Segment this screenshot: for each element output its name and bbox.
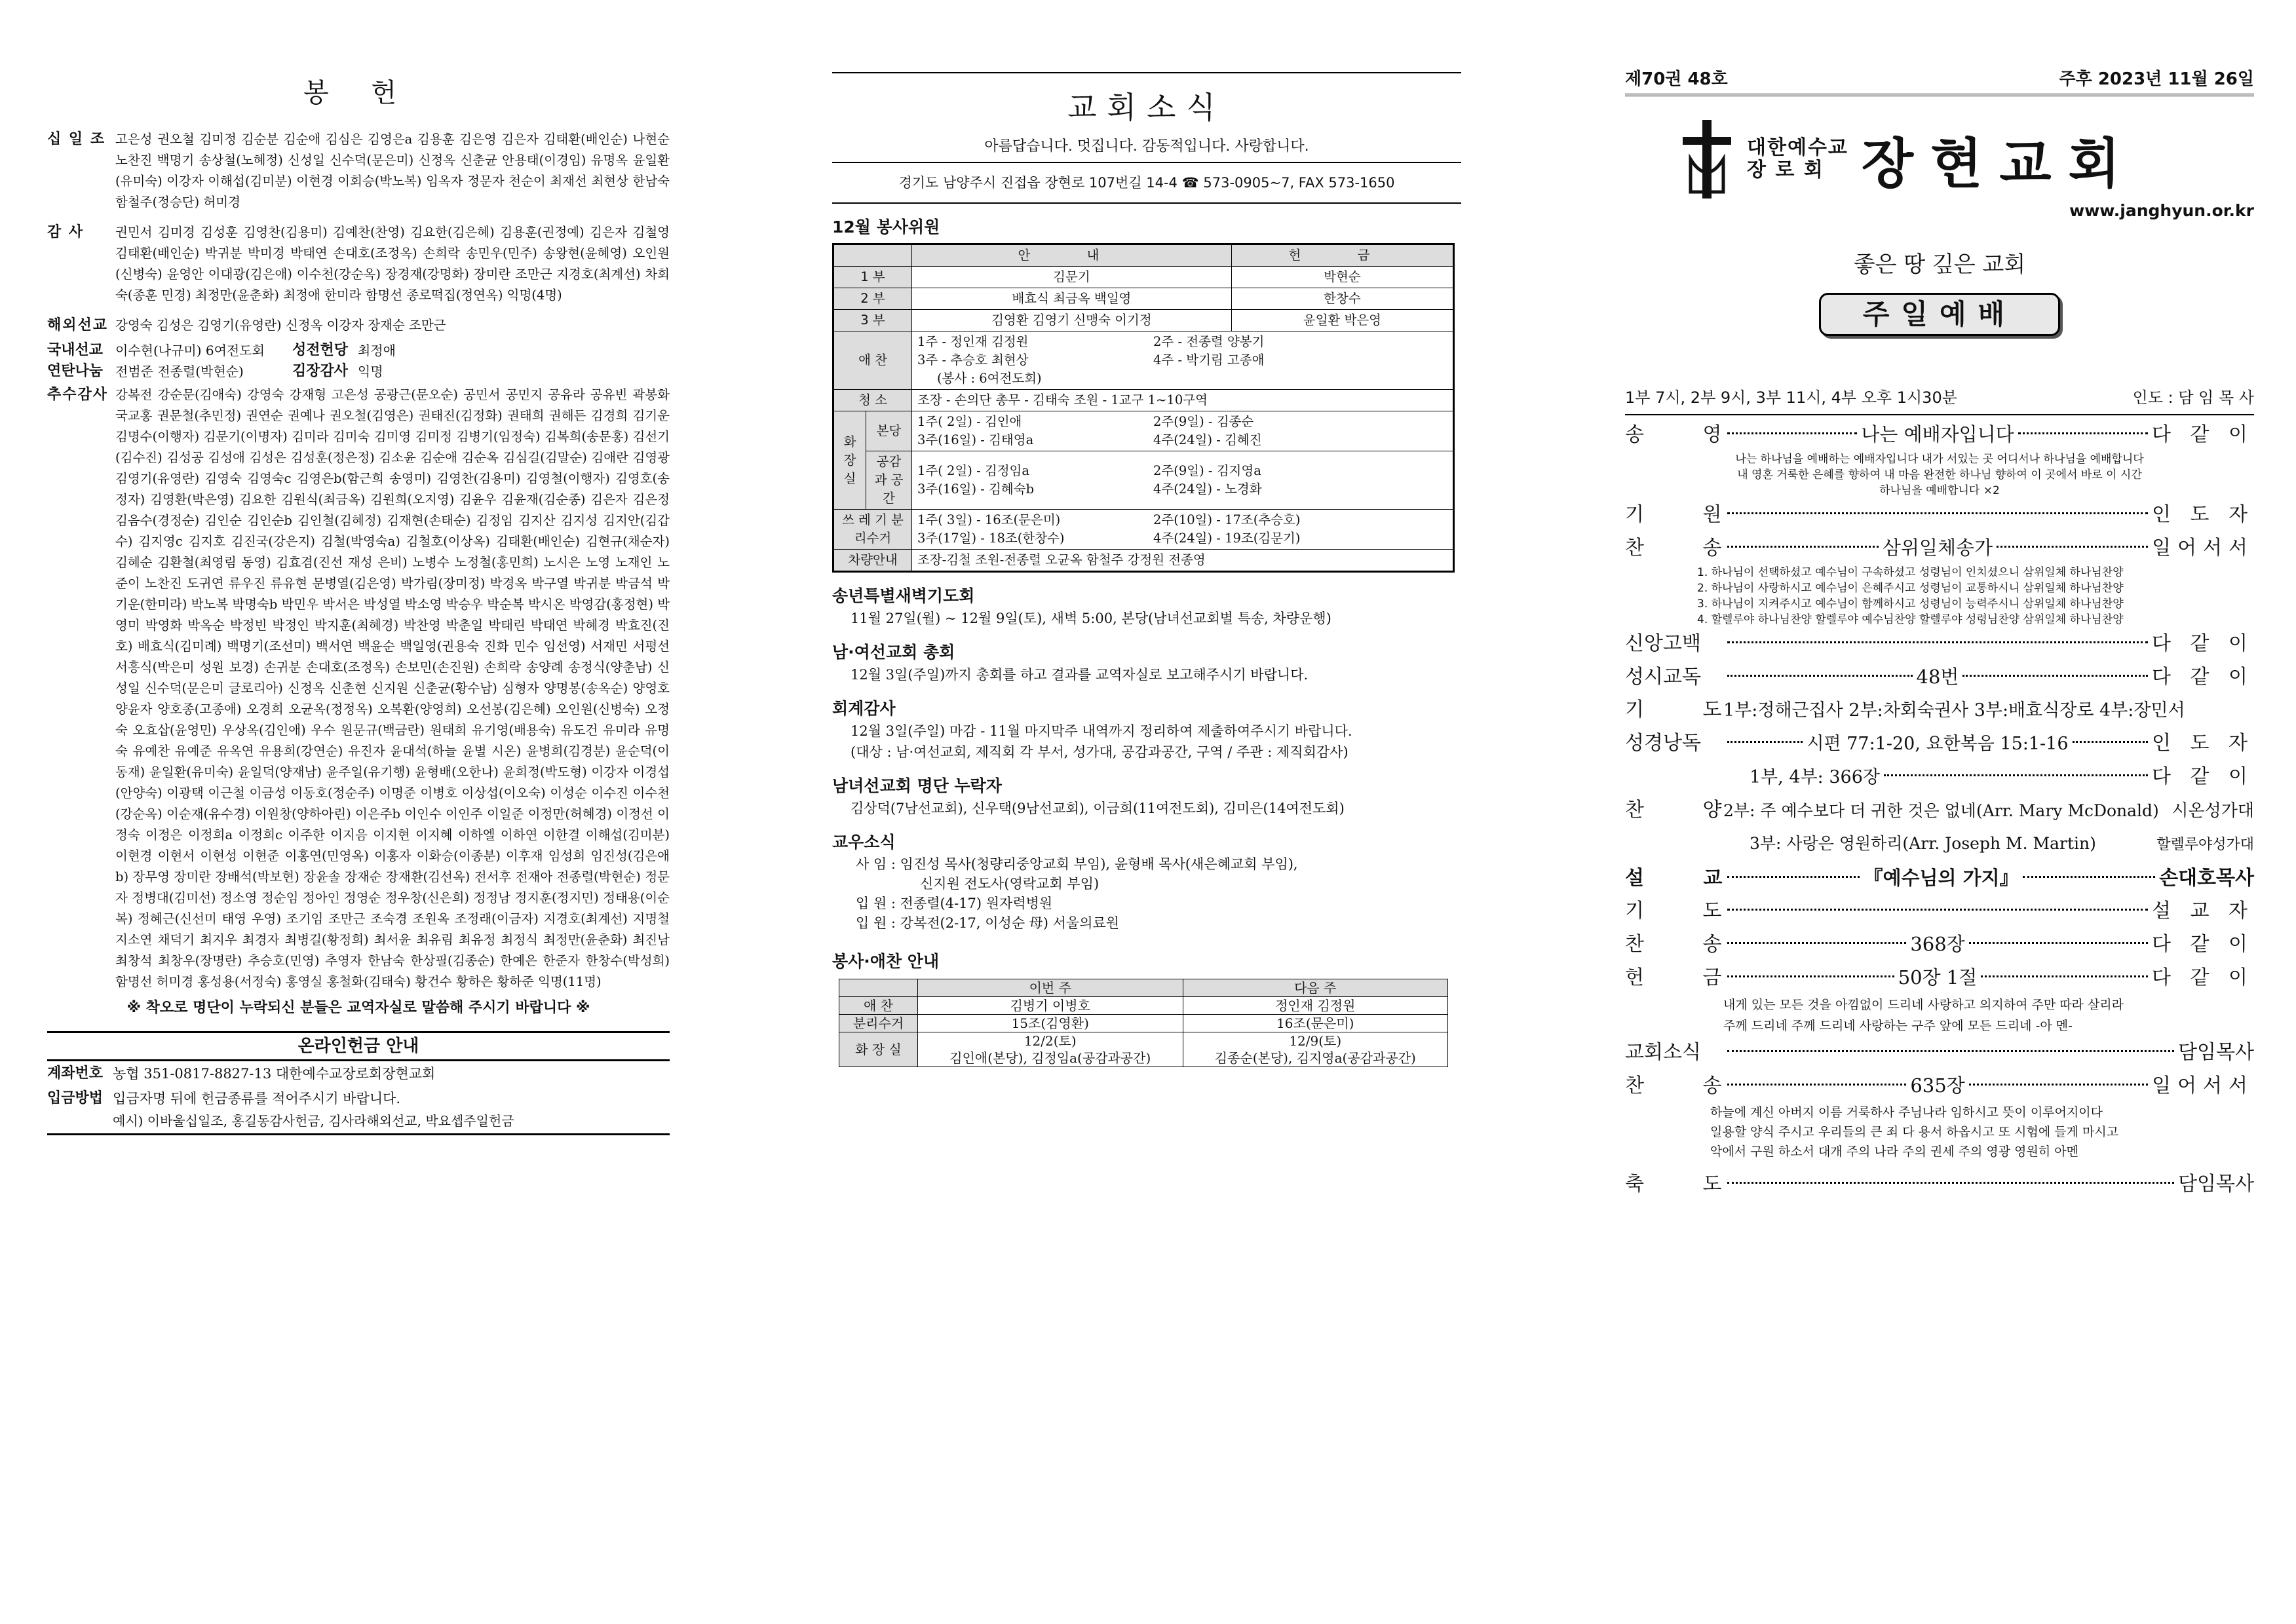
church-address: 경기도 남양주시 진접읍 장현로 107번길 14-4 ☎ 573-0905~7, FAX 573-1650 [832,163,1461,204]
trinity-lyrics: 1. 하나님이 선택하셨고 예수님이 구속하셨고 성령님이 인치셨으니 삼위일체 하나님찬양 2. 하나님이 사랑하시고 예수님이 은혜주시고 성령님이 교통하시니 삼위일체 하나님찬양 3. 하나님이 지켜주시고 예수님이 함께하시고 성령님이 능력주시니 삼위일체 하나님찬양 4. 할렐루야 하나님찬양 할렐루야 예수님찬양 할렐루야 성령님찬양 삼위일체 하나님찬양 [1697,566,2124,626]
order-item: 헌 금 50장 1절 다 같 이 [1625,966,2254,989]
table-row: 청 소 조장 - 손의단 총무 - 김태숙 조원 - 1교구 1~10구역 [833,390,1454,411]
bulletin-header [1625,66,2254,96]
tithe-row [47,129,670,213]
tithe-label: 십 일 조 [47,131,106,147]
church-name: 장현교회 [1861,132,2137,195]
next-service-table [839,979,1448,1067]
order-item: 성시교독 48번 다 같 이 [1625,666,2254,689]
audit-title: 회계감사 [832,699,896,718]
member-news-title: 교우소식 [832,833,896,852]
table-row: 화 장 실 12/2(토) 김인애(본당), 김정임a(공감과공간) 12/9(토) 김종순(본당), 김지영a(공감과공간) [839,1032,1448,1067]
order-item-sermon: 설 교 『예수님의 가지』 손대호목사 [1625,867,2254,890]
table-row: 공감과 공간 1주( 2일) - 김정임a 2주(9일) - 김지영a 3주(16일) - 김혜숙b 4주(24일) - 노경화 [833,451,1454,510]
cross-icon [1677,120,1736,198]
offering-lyrics: 내게 있는 모든 것을 아낌없이 드리네 사랑하고 의지하여 주만 따라 살리라 주께 드리네 주께 드리네 사랑하는 구주 앞에 모든 드리네 -아 멘- [1723,998,2124,1033]
news-title: 교회소식 [1067,90,1226,125]
church-logo [1677,120,2254,198]
harvest-names: 강복전 강순문(김애숙) 강영숙 강재형 고은성 공광근(문오순) 공민서 공민지 공유라 공유빈 곽봉화 국교홍 권문철(추민정) 권연순 권예나 권오철(김영은) 권태진(김정화) 권태희 권해든 김경희 김기운 김명수(이행자) 김문기(이명자) 김미라 김미숙 김미영 김미정 김병기(임정숙) 김복희(송문홍) 김선기(김수진) 김성공 김성애 김성은 김성훈(정은정) 김소윤 김순애 김순옥 김심길(김말순) 김애란 김영광 김영기(유영란) 김영숙 김영숙c 김영은b(함근희 송영미) 김영찬(김용미) 김영철(이행자) 김영호(송정자) 김영환(박은영) 김요한 김원식(최금옥) 김원희(오지영) 김윤우 김윤재(김순종) 김은자 김은정 김음수(경정순) 김인순 김인순b 김인철(김혜정) 김재현(손태순) 김정임 김지산 김지성 김지안(김갑수) 김지영c 김지호 김진국(강은지) 김철(박영숙a) 김철호(이상옥) 김태환(배인순) 김현규(채순자) 김혜순 김환철(최영림 동영) 김효겸(진선 재성 은비) 노병수 노정철(홍민희) 노시은 노영 노재인 노준이 노찬진 도귀연 류우진 류유현 문병열(김은영) 박가림(장미정) 박경옥 박구열 박귀분 박금석 박기운(한미라) 박노복 박명숙b 박민우 박서은 박성열 박소영 박승우 박순복 박시온 박영감(홍정현) 박영미 박영화 박옥순 박정빈 박정인 박지훈(최혜경) 박찬영 박춘일 박태린 박태연 박혜경 박효진(진호) 배효식(김미례) 백명기(조선미) 백서연 백윤순 백일영(권용숙 진화 민수 임선영) 서재민 서평선 서흥식(박은미 성원 보경) 손귀분 손대호(조정옥) 손보민(손진원) 손희락 송양례 송정식(양춘남) 신성일 신수덕(문은미 글로리아) 신정옥 신춘현 신지원 신춘균(황수남) 심형자 양명봉(송옥순) 양영호 양윤자 양호종(고종애) 오경희 오균옥(정정옥) 오복환(양영희) 오선봉(김은혜) 오인원(신병숙) 오정숙 오효삽(윤영민) 우상옥(김인애) 우수 원문규(백금란) 원태희 유기영(배용숙) 유도건 유미라 유명숙 유예찬 유예준 유옥연 유용희(강연순) 유진자 윤대석(하늘 윤별 시온) 윤병희(김경분) 윤순덕(이동재) 윤일환(유미숙) 윤일덕(양재남) 윤주일(유기행) 윤형배(오한나) 윤희정(박도형) 이강자 이경섭(안양숙) 이광택 이근철 이금성 이동호(정순주) 이명준 이병호 이상섭(이오숙) 이성순 이수진 이수천(강순옥) 이순재(유수경) 이원창(양하아린) 이은주b 이인수 이인주 이일준 이정만(허혜경) 이정선 이정숙 이정은 이정희a 이정희c 이주한 이지음 이지현 이지혜 이하엘 이하연 이한결 이해섭(김미분) 이현경 이현서 이현성 이현준 이홍연(민영옥) 이홍자 이화승(이종분) 이후재 임성희 임진성(김은애b) 장무영 장미란 장배석(박보현) 장윤솔 장재순 장재환(김선옥) 전서후 전재아 전종렬(박현순) 정문자 정병대(김미선) 정소영 정순임 정아인 정영순 정우창(신은희) 정정남 정지훈(정지민) 정태용(이순복) 정혜근(신선미 태영 우영) 조기임 조만근 조숙경 조원옥 조정래(이금자) 지경호(최계선) 지명철 지소연 채덕기 최지우 최경자 최병길(황정희) 최서윤 최유림 최유정 최정식 최정만(윤춘화) 최진남 최창석 최창우(장명란) 추승호(민영) 추영자 한남숙 한상필(김종순) 한예은 한준자 한창수(박성희) 함명선 허미경 홍성용(서정숙) 홍영실 홍철화(김태숙) 황건수 황하은 황하준 익명(11명) [115,387,670,989]
thanks-label: 감 사 [47,224,85,240]
church-news-section [832,72,1461,1067]
account-label: 계좌번호 [47,1065,104,1082]
method-row [47,1086,670,1111]
order-item: 찬 송 삼위일체송가 일어서서 [1625,537,2255,559]
col-usher: 안 내 [912,244,1232,267]
coal-label: 연탄나눔 [47,363,104,379]
order-item: 교회소식 담임목사 [1625,1041,2254,1064]
order-item: 찬 송 635장 일어서서 [1625,1074,2255,1097]
table-row: 분리수거 15조(김영환) 16조(문은미) [839,1015,1448,1032]
method-text: 입금자명 뒤에 헌금종류를 적어주시기 바랍니다. [113,1091,401,1106]
song-lyrics: 나는 하나님을 예배하는 예배자입니다 내가 서있는 곳 어디서나 하나님을 예배합니다 내 영혼 거룩한 은혜를 향하여 내 마음 완전한 하나님 향하여 이 곳에서 바로 이 시간 하나님을 예배합니다 ×2 [1735,453,2144,497]
method-example: 예시) 이바울십일조, 홍길동감사헌금, 김사라해외선교, 박요셉주일헌금 [47,1111,670,1135]
domestic-label: 국내선교 [47,342,104,358]
table-row: 쓰 레 기 분리수거 1주( 3일) - 16조(문은미) 2주(10일) - 17조(추승호) 3주(17일) - 18조(한창수) 4주(24일) - 19조(김문기) [833,510,1454,550]
order-subitem: 3부: 사랑은 영원하리(Arr. Joseph M. Martin) 할렐루야성가대 [1750,834,2254,853]
harvest-label: 추수감사 [47,387,109,403]
online-title: 온라인헌금 안내 [47,1033,670,1061]
col-offering: 헌 금 [1231,244,1453,267]
table-row: 차량안내 조장-김철 조원-전종렬 오균옥 함철주 강정원 전종영 [833,550,1454,572]
service-volunteers-title: 12월 봉사위원 [832,217,940,236]
worship-section [1625,66,2254,1201]
domestic-row [47,340,670,361]
issue-number: 제70권 48호 [1625,69,1728,89]
hymn-lyrics: 하늘에 계신 아버지 이름 거룩하사 주님나라 임하시고 뜻이 이루어지이다 일용할 양식 주시고 우리들의 큰 죄 다 용서 하옵시고 또 시험에 들게 마시고 악에서 구원 하소서 대개 주의 나라 주의 권세 주의 영광 영원히 아멘 [1710,1105,2119,1159]
order-item: 찬 송 368장 다 같 이 [1625,933,2255,956]
order-subitem: 1부, 4부: 366장 다 같 이 [1750,765,2254,788]
table-row: 애 찬 1주 - 정인재 김정원 2주 - 전종렬 양봉기 3주 - 추승호 최현상 4주 - 박기림 고종애 (봉사 : 6여전도회) [833,331,1454,390]
table-row: 1 부 김문기 박현순 [833,267,1454,288]
account-row [47,1061,670,1086]
next-service-title: 봉사·애찬 안내 [832,952,940,971]
order-item-anthem: 찬 양 2부: 주 예수보다 더 귀한 것은 없네(Arr. Mary McDonald) 시온성가대 [1625,799,2254,821]
order-item: 기 도 설 교 자 [1625,899,2254,922]
bulletin-date: 주후 2023년 11월 26일 [2059,69,2254,89]
member-news-line: 입 원 : 전종렬(4-17) 원자력병원 [856,896,1053,911]
denomination: 대한예수교 장 로 회 [1747,136,1848,181]
order-item-prayer: 기 도 1부:정해근집사 2부:차회숙권사 3부:배효식장로 4부:장민서 [1625,698,2185,721]
church-url: www.janghyun.or.kr [2069,201,2254,220]
table-header-row [833,244,1454,267]
coal-row [47,361,670,382]
table-row: 애 찬 김병기 이병호 정인재 김정원 [839,997,1448,1015]
harvest-row [47,385,670,992]
domestic-names: 이수현(나규미) 6여전도회 [115,343,265,358]
overseas-label: 해외선교 [47,317,109,333]
assembly-text: 12월 3일(주일)까지 총회를 하고 결과를 교역자실로 보고해주시기 바랍니다. [851,667,1309,683]
table-header-row: 이번 주 다음 주 [839,979,1448,997]
omitted-title: 남녀선교회 명단 누락자 [832,776,1002,795]
omission-notice: ※ 착오로 명단이 누락되신 분들은 교역자실로 말씀해 주시기 바랍니다 ※ [126,1000,590,1016]
member-news-line: 신지원 전도사(영락교회 부임) [920,876,1100,892]
worship-title: 주일예배 [1819,293,2060,336]
service-times: 1부 7시, 2부 9시, 3부 11시, 4부 오후 1시30분 인도 : 담 임 목 사 [1625,385,2254,415]
table-row: 2 부 배효식 최금옥 백일영 한창수 [833,288,1454,310]
tithe-names: 고은성 권오철 김미정 김순분 김순애 김심은 김영은a 김용훈 김은영 김은자 김태환(배인순) 나현순 노찬진 백명기 송상철(노혜정) 신성일 신수덕(문은미) 신정옥 신춘균 안용태(이경임) 유명옥 윤일환(유미숙) 이강자 이해섭(김미분) 이현경 이회승(박노복) 임옥자 정문자 천순이 최재선 최현상 한남숙 함철주(정승단) 허미경 [115,132,670,210]
dawn-prayer-text: 11월 27일(월) ~ 12월 9일(토), 새벽 5:00, 본당(남녀선교회별 특송, 차량운행) [851,611,1331,626]
account-number: 농협 351-0817-8827-13 대한예수교장로회장현교회 [113,1066,436,1082]
order-item: 축 도 담임목사 [1625,1173,2254,1196]
overseas-row [47,315,670,336]
method-label: 입금방법 [47,1090,104,1106]
news-subtitle: 아름답습니다. 멋집니다. 감동적입니다. 사랑합니다. [984,138,1309,155]
member-news-line: 사 임 : 임진성 목사(청량리중앙교회 부임), 윤형배 목사(새은혜교회 부임), [856,856,1298,872]
audit-text: 12월 3일(주일) 마감 - 11월 마지막주 내역까지 정리하여 제출하여주시기 바랍니다. [851,723,1352,739]
overseas-names: 강영숙 김성은 김영기(유영란) 신정옥 이강자 장재순 조만근 [115,318,446,333]
table-row: 3 부 김영환 김영기 신맹숙 이기정 윤일환 박은영 [833,310,1454,331]
member-news-line: 입 원 : 강복전(2-17, 이성순 母) 서울의료원 [856,915,1120,931]
audit-target: (대상 : 남·여선교회, 제직회 각 부서, 성가대, 공감과공간, 구역 / 주관 : 제직회감사) [851,744,1349,760]
kimchi-label: 김장감사 [292,363,349,379]
order-item: 신앙고백 다 같 이 [1625,632,2254,655]
service-volunteers-table [832,243,1455,573]
order-item: 성경낭독 시편 77:1-20, 요한복음 15:1-16 인 도 자 [1625,732,2254,755]
dawn-prayer-title: 송년특별새벽기도회 [832,586,975,605]
order-item: 송 영 나는 예배자입니다 다 같 이 [1625,423,2255,446]
kimchi-names: 익명 [358,364,383,379]
offering-section [47,72,670,1135]
church-motto: 좋은 땅 깊은 교회 [1853,252,2026,278]
offering-title: 봉 헌 [303,78,413,108]
worship-order [1625,418,2254,1201]
omitted-text: 김상덕(7남선교회), 신우택(9남선교회), 이금희(11여전도회), 김미은(14여전도회) [851,801,1345,816]
coal-names: 전범준 전종렬(박현순) [115,364,244,379]
temple-label: 성전헌당 [292,342,349,358]
thanks-names: 권민서 김미경 김성훈 김영찬(김용미) 김예찬(찬영) 김요한(김은혜) 김용훈(권정예) 김은자 김철영 김태환(배인순) 박귀분 박미경 박태연 손대호(조정옥) 손희락 송민우(민주) 송왕현(윤혜영) 오인원(신병숙) 윤영안 이대광(김은애) 이수천(강순옥) 장경재(강명화) 장미란 조만근 지경호(최계선) 차회숙(종훈 민경) 최정만(윤춘화) 최정애 한미라 함명선 종로떡집(정연옥) 익명(4명) [115,225,670,303]
thanks-row [47,222,670,306]
table-row: 화 장 실 본당 1주( 2일) - 김인애 2주(9일) - 김종순 3주(16일) - 김태영a 4주(24일) - 김혜진 [833,411,1454,451]
news-header [832,72,1461,163]
order-item: 기 원 인 도 자 [1625,503,2254,526]
temple-names: 최정애 [358,343,396,358]
online-offering-box [47,1031,670,1135]
assembly-title: 남·여선교회 총회 [832,643,955,662]
